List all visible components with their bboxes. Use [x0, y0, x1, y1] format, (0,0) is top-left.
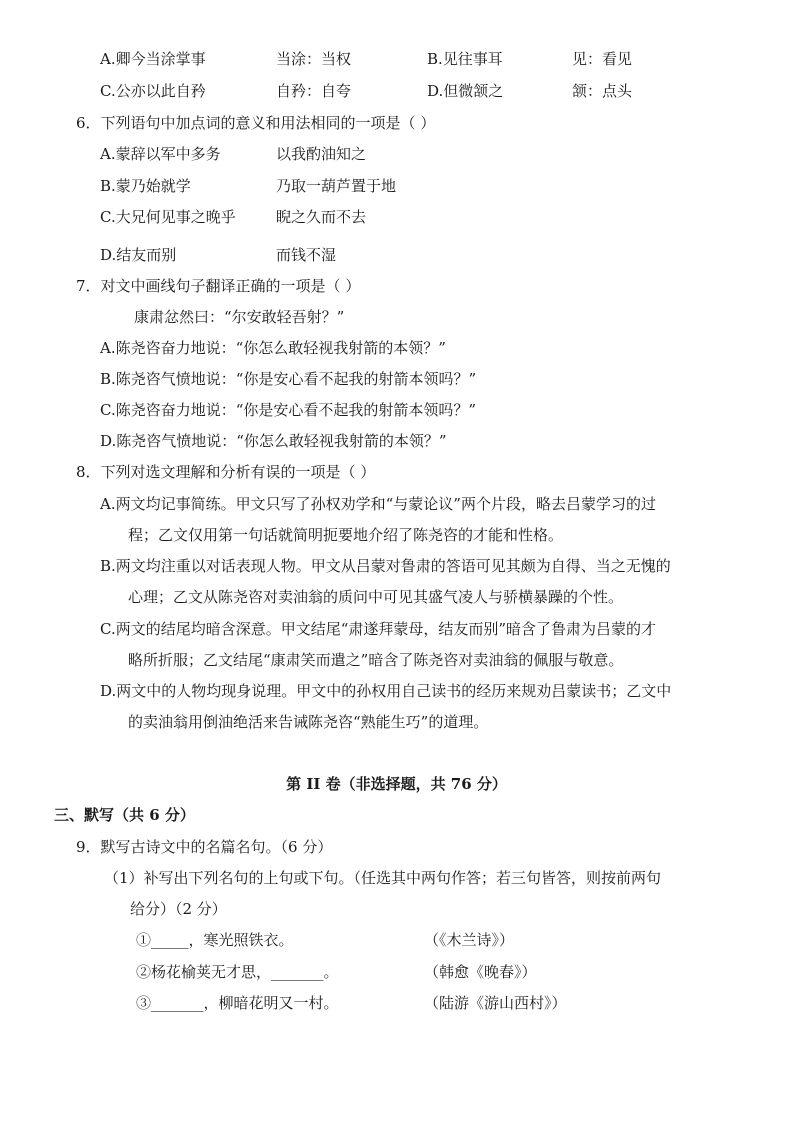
- q6-option-a-compare: 以我酌油知之: [276, 145, 367, 163]
- q5-option-b-note: 见：看见: [572, 50, 633, 68]
- q8-stem: 8．下列对选文理解和分析有误的一项是（ ）: [76, 463, 376, 481]
- q7-option-a: A.陈尧咨奋力地说：“你怎么敢轻视我射箭的本领？”: [100, 339, 446, 357]
- q6-option-b-compare: 乃取一葫芦置于地: [276, 177, 397, 195]
- q9-sub1-line2: 给分）（2 分）: [130, 900, 227, 918]
- q6-option-d-compare: 而钱不湿: [276, 246, 337, 264]
- q5-option-c: C.公亦以此自矜: [100, 82, 206, 100]
- q5-option-c-note: 自矜：自夸: [276, 82, 352, 100]
- q6-option-c: C.大兄何见事之晚乎: [100, 208, 236, 226]
- q7-stem: 7．对文中画线句子翻译正确的一项是（ ）: [76, 277, 361, 295]
- q8-option-d-line1: D.两文中的人物均现身说理。甲文中的孙权用自己读书的经历来规劝吕蒙读书；乙文中: [100, 682, 672, 700]
- q5-option-d: D.但微颔之: [427, 82, 504, 100]
- q8-option-c-line1: C.两文的结尾均暗含深意。甲文结尾“肃遂拜蒙母，结友而别”暗含了鲁肃为吕蒙的才: [100, 620, 657, 638]
- q5-option-d-note: 颔：点头: [572, 82, 633, 100]
- q6-option-c-compare: 睨之久而不去: [276, 208, 367, 226]
- q5-option-a: A.卿今当涂掌事: [100, 50, 206, 68]
- q8-option-c-line2: 略所折服；乙文结尾“康肃笑而遣之”暗含了陈尧咨对卖油翁的佩服与敬意。: [128, 651, 624, 669]
- q5-option-a-note: 当涂：当权: [276, 50, 352, 68]
- q9-item2: ②杨花榆荚无才思，_______。: [136, 963, 339, 981]
- q9-item3: ③_______，柳暗花明又一村。: [136, 994, 339, 1012]
- q7-option-d: D.陈尧咨气愤地说：“你怎么敢轻视我射箭的本领？”: [100, 432, 447, 450]
- q8-option-b-line1: B.两文均注重以对话表现人物。甲文从吕蒙对鲁肃的答语可见其颇为自得、当之无愧的: [100, 557, 671, 575]
- q9-item2-source: （韩愈《晚春》）: [424, 963, 537, 981]
- q6-option-a: A.蒙辞以军中多务: [100, 145, 221, 163]
- q7-option-c: C.陈尧咨奋力地说：“你是安心看不起我的射箭本领吗？”: [100, 401, 477, 419]
- q8-option-a-line1: A.两文均记事简练。甲文只写了孙权劝学和“与蒙论议”两个片段，略去吕蒙学习的过: [100, 495, 656, 513]
- q9-item1: ①_____，寒光照铁衣。: [136, 931, 294, 949]
- q6-stem: 6．下列语句中加点词的意义和用法相同的一项是（ ）: [76, 114, 436, 132]
- q9-item1-source: （《木兰诗》）: [424, 931, 515, 949]
- q6-option-b: B.蒙乃始就学: [100, 177, 191, 195]
- q6-option-d: D.结友而别: [100, 246, 177, 264]
- q8-option-b-line2: 心理；乙文从陈尧咨对卖油翁的质问中可见其盛气凌人与骄横暴躁的个性。: [128, 588, 624, 606]
- q9-stem: 9．默写古诗文中的名篇名句。（6 分）: [76, 838, 333, 856]
- q5-option-b: B.见往事耳: [427, 50, 503, 68]
- q8-option-a-line2: 程；乙文仅用第一句话就简明扼要地介绍了陈尧咨的才能和性格。: [128, 526, 564, 544]
- q9-item3-source: （陆游《游山西村》）: [424, 994, 567, 1012]
- section3-title: 三、默写（共 6 分）: [54, 806, 195, 824]
- q7-quote: 康肃忿然曰：“尔安敢轻吾射？”: [134, 308, 345, 326]
- q9-sub1-line1: （1）补写出下列名句的上句或下句。（任选其中两句作答；若三句皆答，则按前两句: [104, 869, 662, 887]
- q7-option-b: B.陈尧咨气愤地说：“你是安心看不起我的射箭本领吗？”: [100, 370, 477, 388]
- part2-title: 第 II 卷（非选择题，共 76 分）: [286, 775, 507, 793]
- q8-option-d-line2: 的卖油翁用倒油绝活来告诫陈尧咨“熟能生巧”的道理。: [128, 713, 489, 731]
